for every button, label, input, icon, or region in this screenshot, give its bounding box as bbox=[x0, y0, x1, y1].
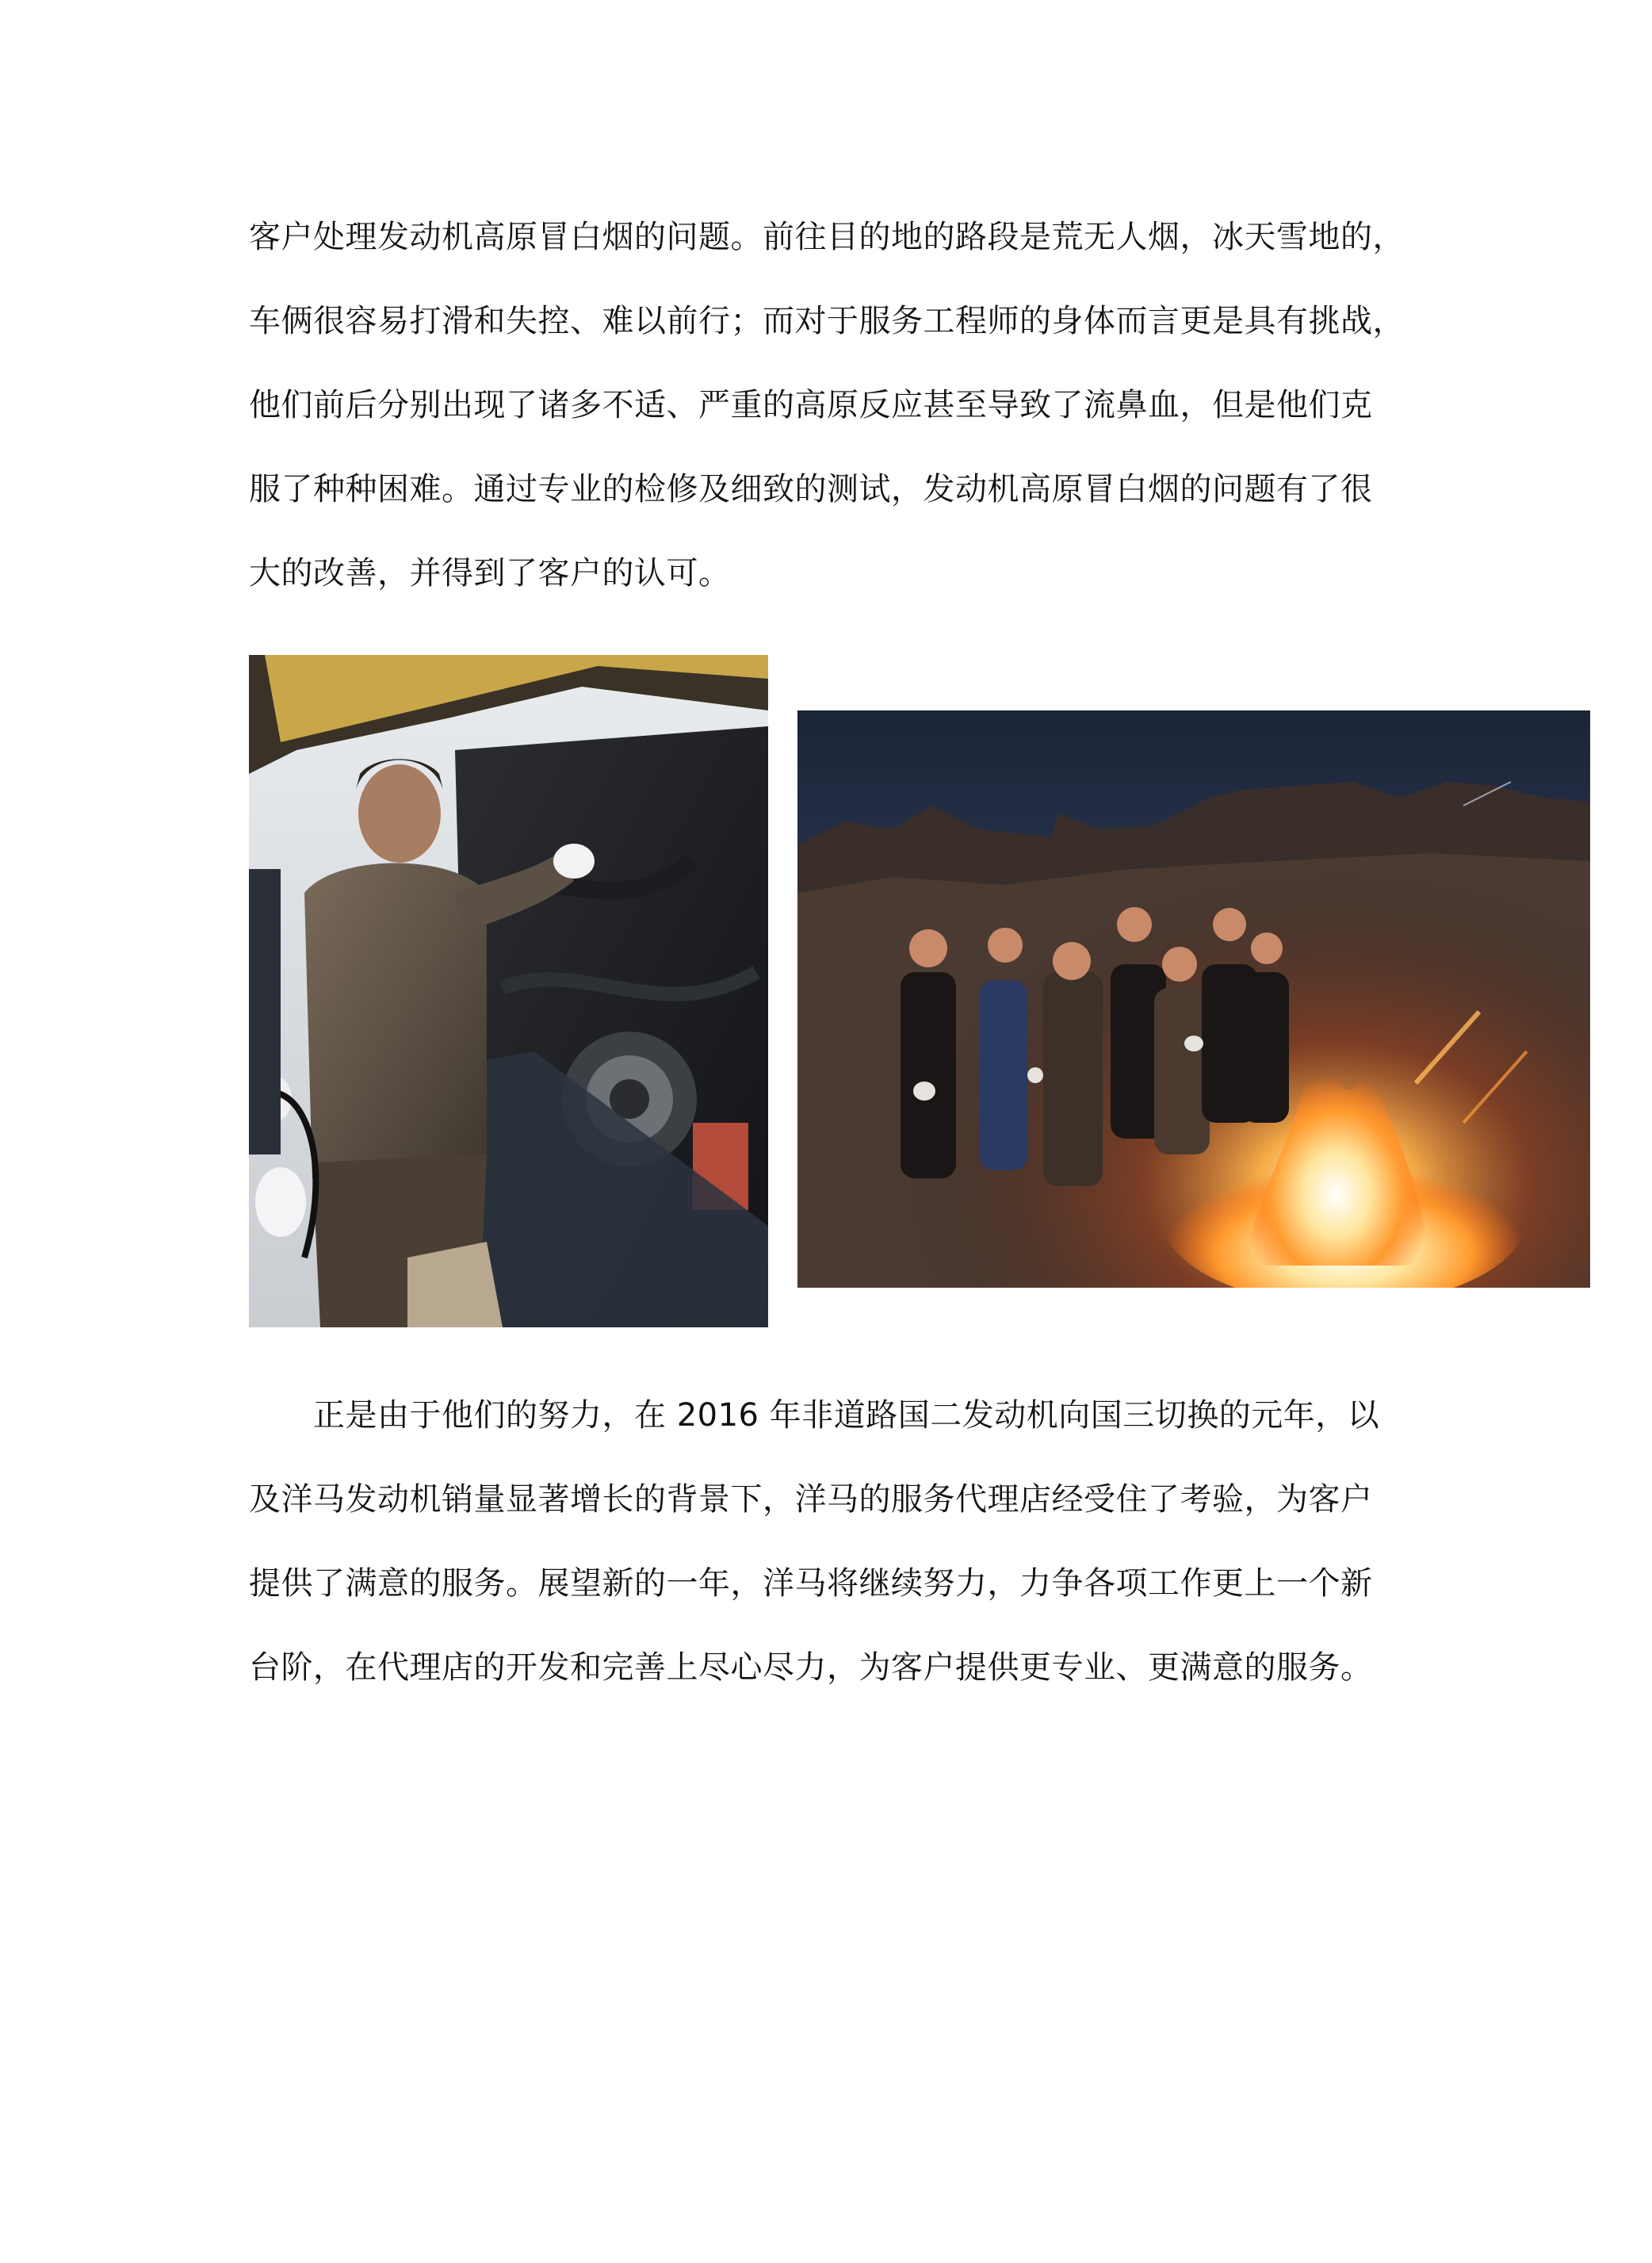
paragraph-line: 他们前后分别出现了诸多不适、严重的高原反应甚至导致了流鼻血，但是他们克 bbox=[249, 387, 1373, 423]
paragraph-line: 提供了满意的服务。展望新的一年，洋马将继续努力，力争各项工作更上一个新 bbox=[249, 1565, 1373, 1602]
paragraph-line: 大的改善，并得到了客户的认可。 bbox=[249, 555, 731, 592]
photo-team-campfire-night bbox=[797, 710, 1590, 1288]
paragraph-line: 客户处理发动机高原冒白烟的问题。前往目的地的路段是荒无人烟，冰天雪地的， bbox=[249, 219, 1405, 255]
paragraph-line: 车俩很容易打滑和失控、难以前行；而对于服务工程师的身体而言更是具有挑战， bbox=[249, 303, 1405, 339]
paragraph-line: 服了种种困难。通过专业的检修及细致的测试，发动机高原冒白烟的问题有了很 bbox=[249, 471, 1373, 507]
paragraph-1 bbox=[249, 195, 1416, 615]
paragraph-line: 及洋马发动机销量显著增长的背景下，洋马的服务代理店经受住了考验，为客户 bbox=[249, 1481, 1373, 1518]
paragraph-line: 正是由于他们的努力，在 2016 年非道路国二发动机向国三切换的元年，以 bbox=[249, 1397, 1380, 1434]
photo-engineer-repairing-engine bbox=[249, 655, 768, 1327]
paragraph-line: 台阶，在代理店的开发和完善上尽心尽力，为客户提供更专业、更满意的服务。 bbox=[249, 1649, 1373, 1686]
paragraph-2 bbox=[249, 1373, 1416, 1710]
